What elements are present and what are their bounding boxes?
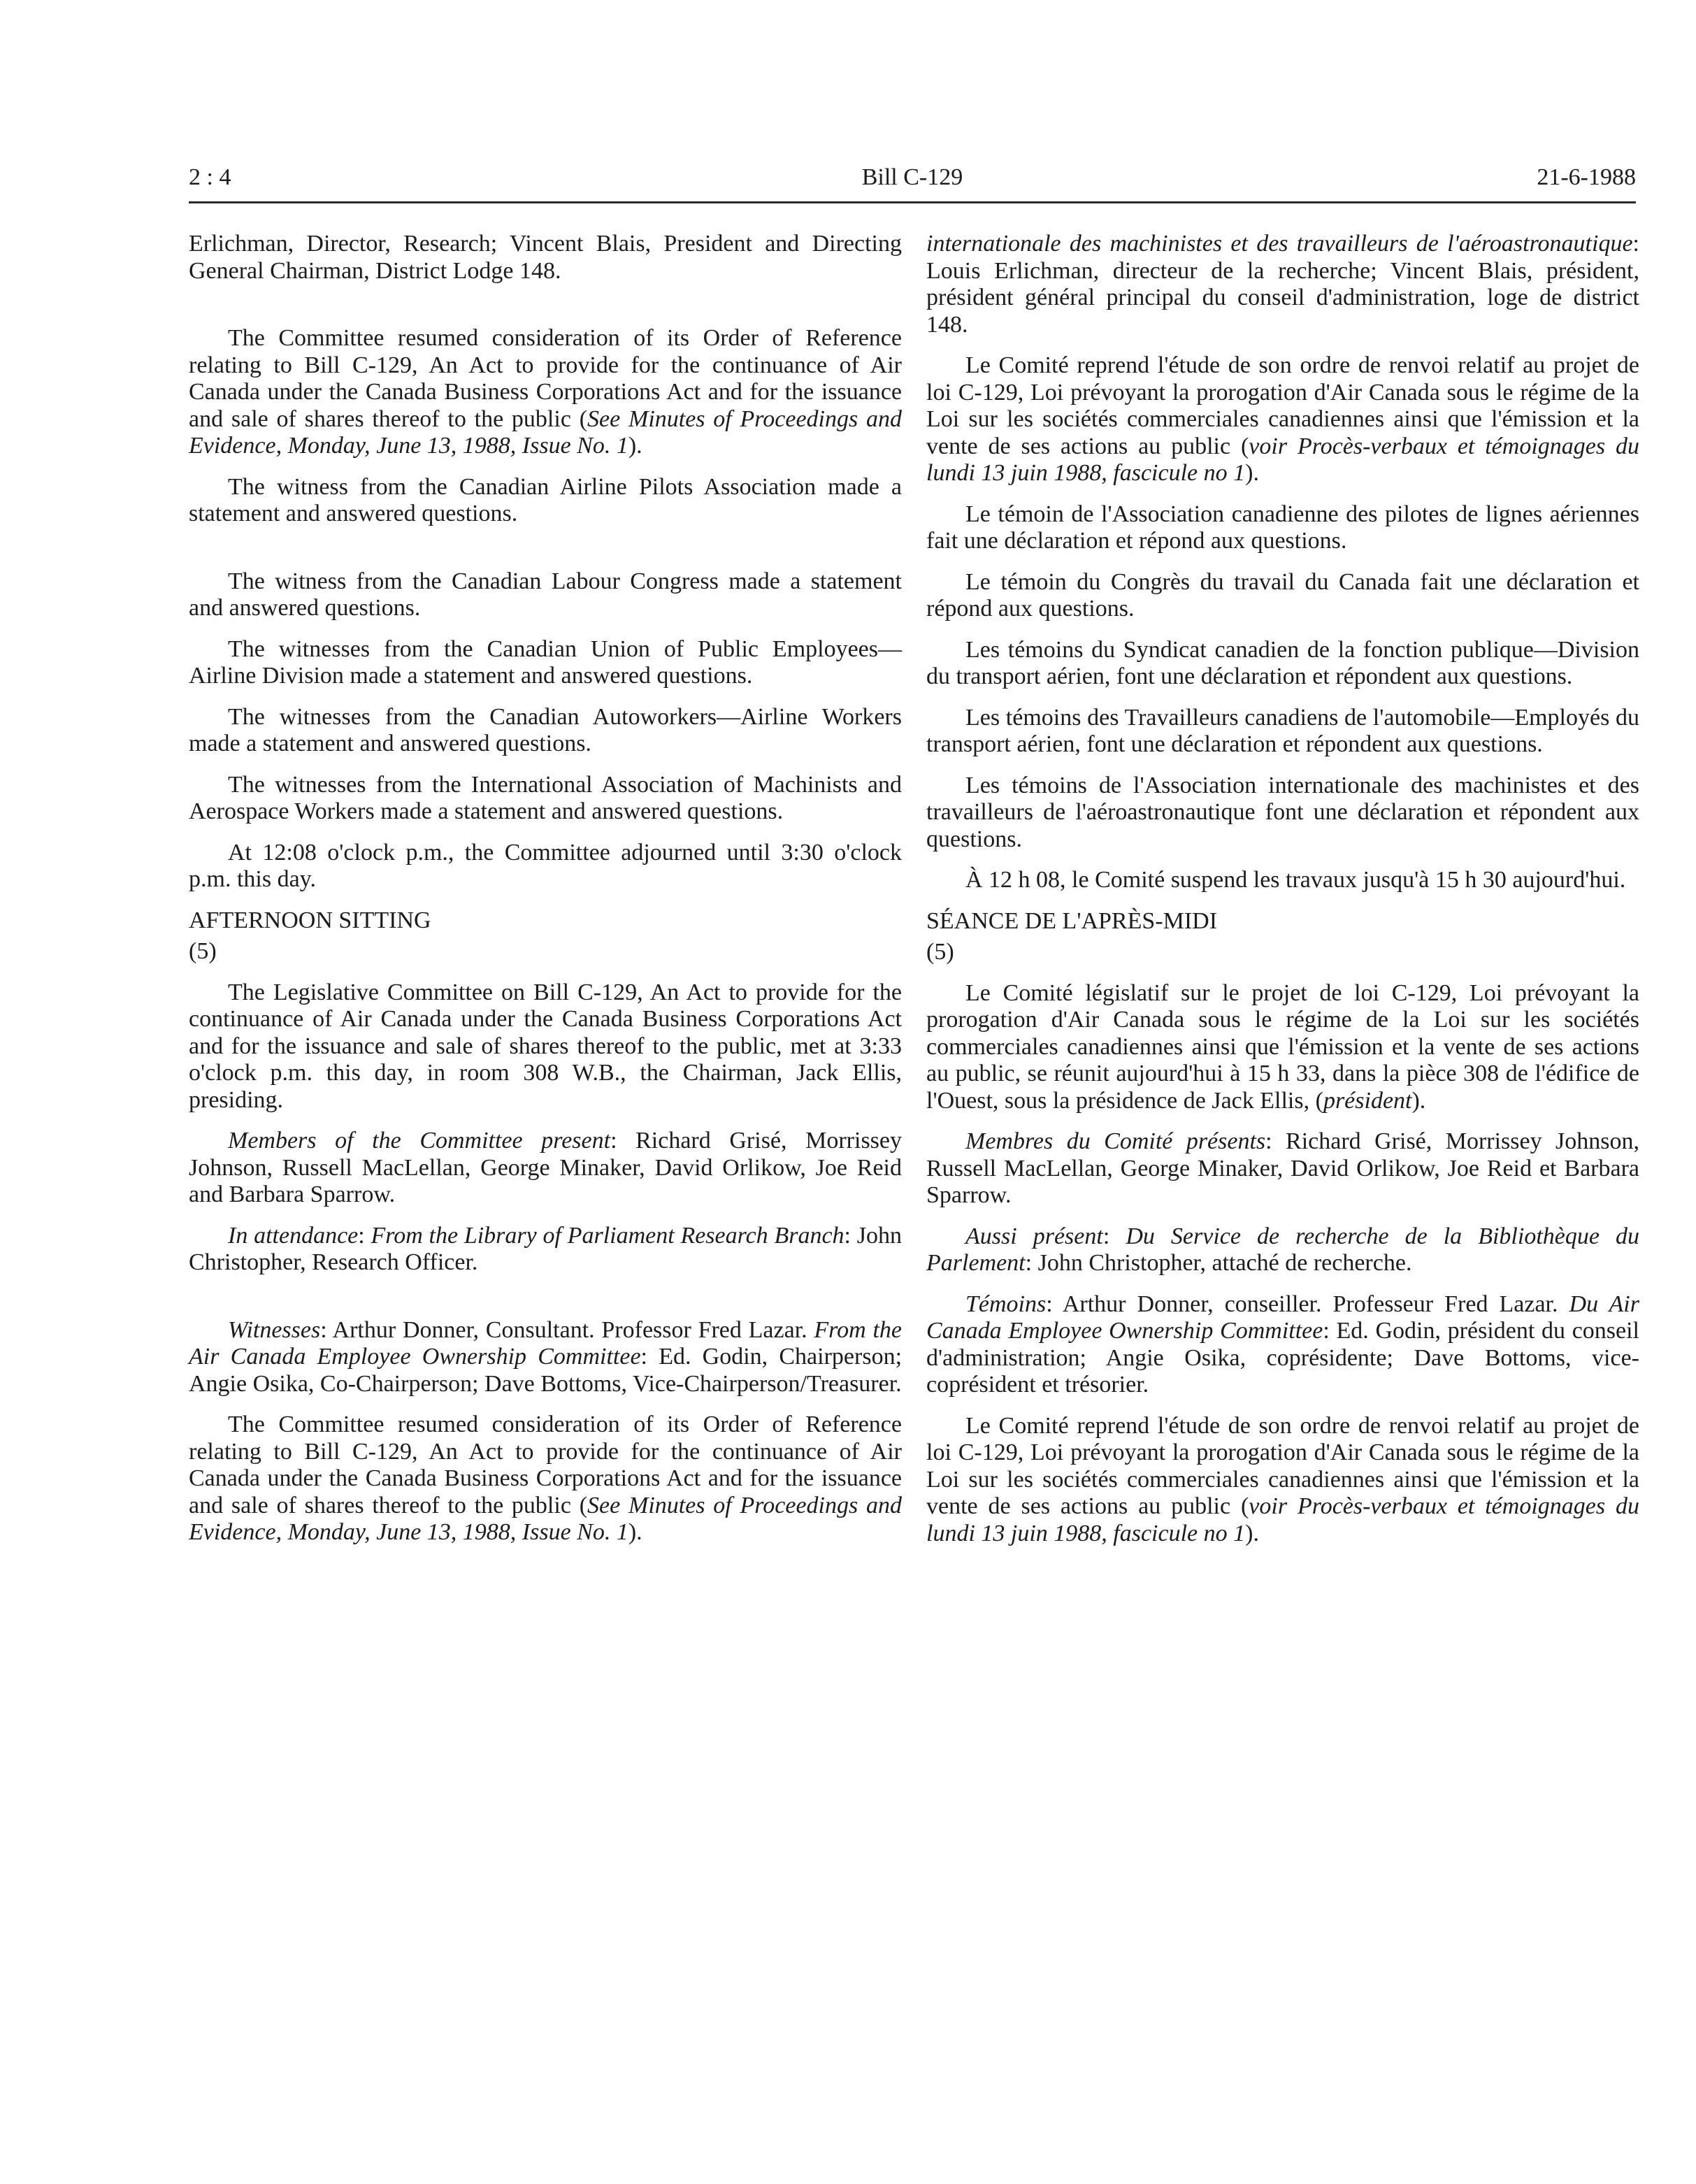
sitting-number: (5) [189, 938, 217, 964]
afternoon-sitting-heading-fr: SÉANCE DE L'APRÈS-MIDI [926, 907, 1218, 934]
witnesses-label-fr: Témoins [965, 1291, 1047, 1317]
witnesses-paragraph-fr: Témoins: Arthur Donner, conseiller. Professeur Fred Lazar. Du Air Canada Employee Ownership Committee: Ed. Godin, président du conseil d'administration; Angie Osika, coprésidente; Dave Bottoms, vice-coprésident et trésorier. [926, 1291, 1639, 1398]
labour-congress-statement-fr: Le témoin du Congrès du travail du Canada fait une déclaration et répond aux questions. [926, 568, 1639, 622]
in-attendance-paragraph-fr: Aussi présent: Du Service de recherche de la Bibliothèque du Parlement: John Christopher, attaché de recherche. [926, 1223, 1639, 1276]
members-label: Members of the Committee present [228, 1128, 611, 1154]
sitting-number-fr: (5) [926, 939, 954, 965]
header-rule [189, 201, 1636, 203]
cupe-statement-fr: Les témoins du Syndicat canadien de la fonction publique—Division du transport aérien, font une déclaration et répondent aux questions. [926, 636, 1639, 689]
witnesses-paragraph: Witnesses: Arthur Donner, Consultant. Professor Fred Lazar. From the Air Canada Employee Ownership Committee: Ed. Godin, Chairperson; Angie Osika, Co-Chairperson; Dave Bottoms, Vice-Chairperson/Treasurer. [189, 1316, 903, 1397]
witness-continuation-fr: internationale des machinistes et des travailleurs de l'aéroastronautique: Louis Erlichman, directeur de la recherche; Vincent Blais, président, président général principal du conseil d'administration, loge de district 148. [926, 231, 1639, 338]
members-label-fr: Membres du Comité présents [965, 1128, 1266, 1154]
page-number: 2 : 4 [189, 164, 231, 190]
witnesses-label: Witnesses [228, 1316, 321, 1343]
order-of-reference-paragraph-2-fr: Le Comité reprend l'étude de son ordre de renvoi relatif au projet de loi C-129, Loi prévoyant la prorogation d'Air Canada sous le régime de la Loi sur les sociétés commerciales canadiennes ainsi que l'émission et la vente de ses actions au public (voir Procès-verbaux et témoignages du lundi 13 juin 1988, fascicule no 1). [926, 1412, 1639, 1546]
french-column [926, 231, 1639, 1547]
page-date: 21-6-1988 [1537, 164, 1636, 190]
cupe-statement: The witnesses from the Canadian Union of Public Employees—Airline Division made a statement and answered questions. [189, 635, 902, 689]
in-attendance-paragraph: In attendance: From the Library of Parliament Research Branch: John Christopher, Research Officer. [189, 1222, 902, 1275]
order-of-reference-paragraph-fr: Le Comité reprend l'étude de son ordre de renvoi relatif au projet de loi C-129, Loi prévoyant la prorogation d'Air Canada sous le régime de la Loi sur les sociétés commerciales canadiennes ainsi que l'émission et la vente de ses actions au public (voir Procès-verbaux et témoignages du lundi 13 juin 1988, fascicule no 1). [926, 352, 1639, 486]
attendance-label-fr: Aussi présent [965, 1223, 1103, 1249]
members-present-paragraph-fr: Membres du Comité présents: Richard Grisé, Morrissey Johnson, Russell MacLellan, George Minaker, David Orlikow, Joe Reid et Barbara Sparrow. [926, 1128, 1640, 1208]
members-present-paragraph: Members of the Committee present: Richard Grisé, Morrissey Johnson, Russell MacLellan, George Minaker, David Orlikow, Joe Reid and Barbara Sparrow. [189, 1128, 902, 1207]
machinists-statement-fr: Les témoins de l'Association internationale des machinistes et des travailleurs de l'aéroastronautique font une déclaration et répondent aux questions. [926, 772, 1639, 852]
afternoon-sitting-heading: AFTERNOON SITTING [189, 907, 431, 933]
bill-title: Bill C-129 [861, 164, 963, 190]
page-header [189, 161, 1636, 194]
committee-met-paragraph: The Legislative Committee on Bill C-129, An Act to provide for the continuance of Air Canada under the Canada Business Corporations Act and for the issuance and sale of shares thereof to the public, met at 3:33 o'clock p.m. this day, in room 308 W.B., the Chairman, Jack Ellis, presiding. [189, 979, 902, 1113]
adjournment-paragraph: At 12:08 o'clock p.m., the Committee adjourned until 3:30 o'clock p.m. this day. [189, 839, 902, 892]
autoworkers-statement: The witnesses from the Canadian Autoworkers—Airline Workers made a statement and answered questions. [189, 703, 902, 756]
committee-met-paragraph-fr: Le Comité législatif sur le projet de loi C-129, Loi prévoyant la prorogation d'Air Canada sous le régime de la Loi sur les sociétés commerciales canadiennes ainsi que l'émission et la vente de ses actions au public, se réunit aujourd'hui à 15 h 33, dans la pièce 308 de l'édifice de l'Ouest, sous la présidence de Jack Ellis, (président). [926, 979, 1639, 1114]
minutes-reference-2: See Minutes of Proceedings and Evidence, Monday, June 13, 1988, Issue No. 1 [189, 1492, 902, 1545]
english-column [189, 231, 902, 1546]
attendance-label: In attendance [228, 1222, 359, 1249]
autoworkers-statement-fr: Les témoins des Travailleurs canadiens de l'automobile—Employés du transport aérien, font une déclaration et répondent aux questions. [926, 704, 1639, 757]
witness-continuation: Erlichman, Director, Research; Vincent Blais, President and Directing General Chairman, District Lodge 148. [189, 231, 902, 284]
minutes-reference-fr: voir Procès-verbaux et témoignages du lundi 13 juin 1988, fascicule no 1 [926, 433, 1639, 486]
minutes-reference: See Minutes of Proceedings and Evidence, Monday, June 13, 1988, Issue No. 1 [189, 405, 902, 459]
adjournment-paragraph-fr: À 12 h 08, le Comité suspend les travaux jusqu'à 15 h 30 aujourd'hui. [965, 867, 1626, 893]
pilots-statement-fr: Le témoin de l'Association canadienne des pilotes de lignes aériennes fait une déclaration et répond aux questions. [926, 501, 1639, 554]
minutes-reference-2-fr: voir Procès-verbaux et témoignages du lundi 13 juin 1988, fascicule no 1 [926, 1493, 1639, 1546]
order-of-reference-paragraph: The Committee resumed consideration of its Order of Reference relating to Bill C-129, An Act to provide for the continuance of Air Canada under the Canada Business Corporations Act and for the issuance and sale of shares thereof to the public (See Minutes of Proceedings and Evidence, Monday, June 13, 1988, Issue No. 1). [189, 325, 902, 459]
pilots-statement: The witness from the Canadian Airline Pilots Association made a statement and answered questions. [189, 473, 902, 526]
machinists-statement: The witnesses from the International Association of Machinists and Aerospace Workers made a statement and answered questions. [189, 771, 902, 824]
labour-congress-statement: The witness from the Canadian Labour Congress made a statement and answered questions. [189, 568, 902, 621]
order-of-reference-paragraph-2: The Committee resumed consideration of its Order of Reference relating to Bill C-129, An Act to provide for the continuance of Air Canada under the Canada Business Corporations Act and for the issuance and sale of shares thereof to the public (See Minutes of Proceedings and Evidence, Monday, June 13, 1988, Issue No. 1). [189, 1411, 902, 1545]
